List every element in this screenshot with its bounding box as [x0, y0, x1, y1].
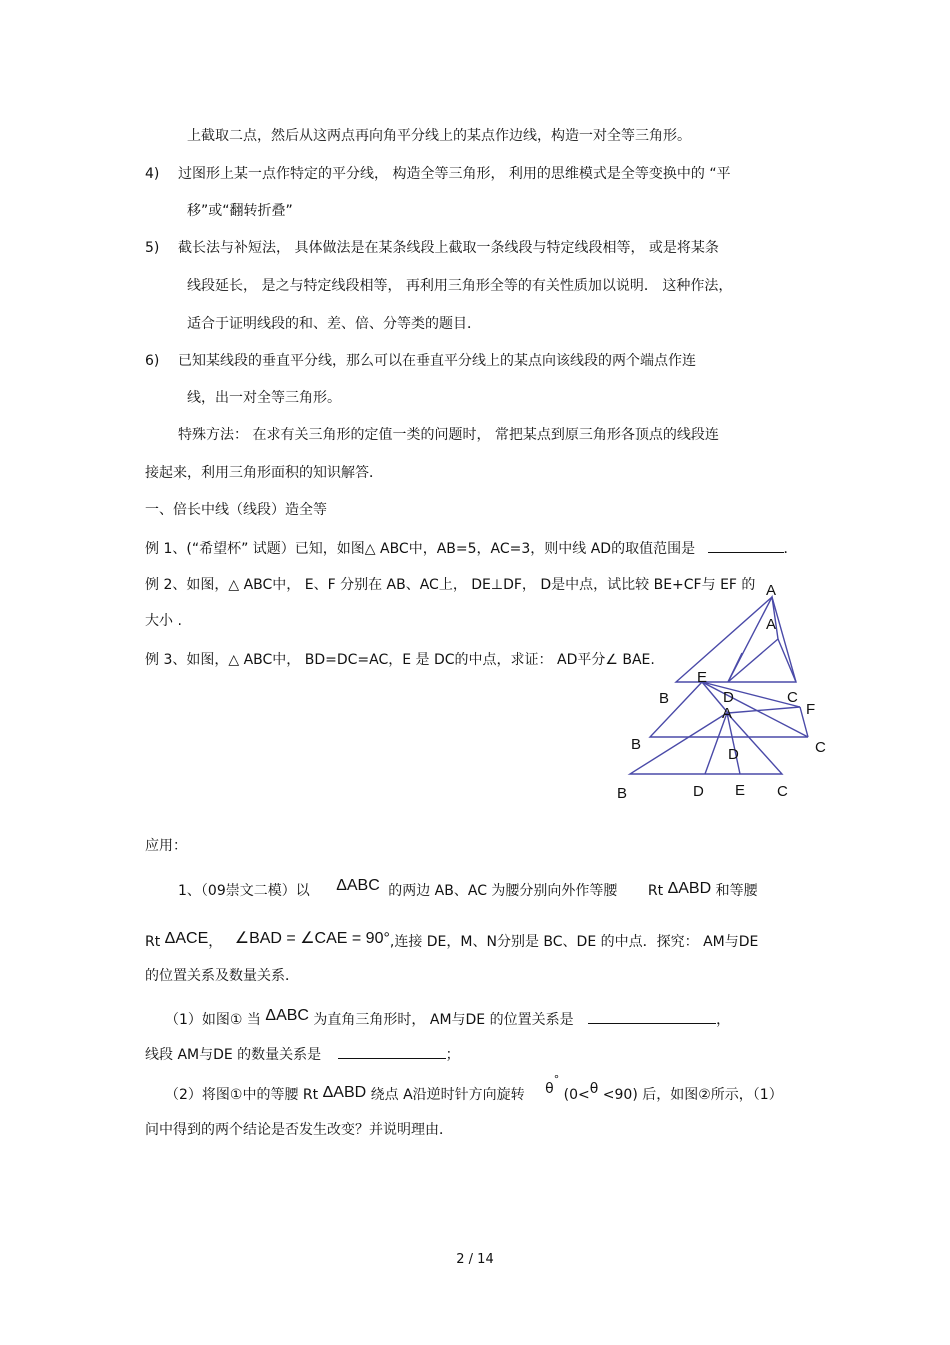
theta: θ [589, 1081, 599, 1097]
label-top-a1: A [766, 582, 777, 599]
example-3: 例 3、如图，△ ABC中， BD=DC=AC，E 是 DC的中点，求证： AD平分∠ BAE. [145, 652, 655, 668]
theta: θ [545, 1081, 554, 1097]
sub-question-2 [165, 1073, 783, 1105]
text-span: (0< [563, 1087, 590, 1103]
example-2-cont: 大小 . [145, 613, 182, 629]
text-span: （2）将图①中的等腰 Rt [165, 1087, 319, 1103]
text-span: Rt [145, 934, 161, 950]
text-line: 特殊方法： 在求有关三角形的定值一类的问题时， 常把某点到原三角形各顶点的线段连 [178, 427, 719, 443]
label-top-d: D [723, 689, 734, 706]
text-span: <90) 后，如图②所示，（1） [602, 1087, 783, 1103]
triangle-bottom [630, 713, 782, 774]
triangle-abd-symbol: ΔABD [322, 1084, 367, 1101]
text-span: 绕点 A沿逆时针方向旋转 [370, 1087, 525, 1103]
text-span: （1）如图① 当 [165, 1012, 261, 1028]
figure-lines [630, 597, 808, 774]
geometry-figure [600, 575, 840, 810]
segment-bottom-2 [727, 713, 740, 774]
segment-mid-3 [702, 682, 800, 707]
label-top-e: E [697, 669, 708, 686]
label-mid-d: D [728, 746, 739, 763]
text-span: ， [208, 934, 223, 950]
text-span: 的两边 AB、AC 为腰分别向外作等腰 [388, 883, 618, 899]
segment-top [778, 639, 796, 682]
page-number: 2 / 14 [456, 1252, 494, 1267]
label-mid-f: F [806, 701, 816, 718]
punctuation: ， [716, 1012, 731, 1028]
example-1 [145, 538, 798, 558]
answer-blank [338, 1044, 446, 1059]
punctuation: ； [445, 1047, 460, 1063]
label-top-b: B [659, 690, 670, 707]
text-span: Rt [647, 883, 664, 899]
label-bottom-b: B [617, 785, 628, 802]
list-number: 6) [145, 353, 160, 369]
text-line: 的位置关系及数量关系． [145, 968, 299, 984]
text-line: 适合于证明线段的和、差、倍、分等类的题目． [187, 316, 481, 332]
problem-1-line [178, 877, 758, 900]
segment-top-2 [728, 653, 742, 682]
sub-question-1-cont [145, 1044, 460, 1064]
segment-mid-2 [728, 707, 800, 713]
list-number: 5) [145, 240, 160, 256]
answer-blank [708, 538, 784, 553]
problem-1-line-2 [145, 930, 759, 951]
text-span: 1、（09崇文二模）以 [178, 883, 310, 899]
triangle-abc-symbol: ΔABC [265, 1007, 309, 1024]
label-bottom-e: E [735, 782, 746, 799]
text-line: 线，出一对全等三角形。 [187, 390, 341, 406]
label-bottom-c: C [777, 783, 788, 800]
application-heading: 应用： [145, 838, 187, 854]
text-line: 上截取二点，然后从这两点再向角平分线上的某点作边线，构造一对全等三角形。 [187, 128, 691, 144]
text-line: 线段延长， 是之与特定线段相等， 再利用三角形全等的有关性质加以说明． 这种作法， [187, 278, 733, 294]
text-span: ,连接 DE，M、N分别是 BC、DE 的中点．探究： AM与DE [389, 934, 759, 950]
label-top-a2: A [766, 616, 777, 633]
text-span: 线段 AM与DE 的数量关系是 [145, 1047, 322, 1063]
theta-symbol [545, 1073, 560, 1103]
list-number: 4) [145, 166, 160, 182]
triangle-ace-symbol: ΔACE [164, 930, 209, 947]
text-line: 已知某线段的垂直平分线，那么可以在垂直平分线上的某点向该线段的两个端点作连 [178, 353, 696, 369]
text-line: 接起来，利用三角形面积的知识解答． [145, 465, 383, 481]
triangle-top-inner [728, 597, 778, 682]
label-mid-b: B [631, 736, 642, 753]
example-2: 例 2、如图，△ ABC中， E、F 分别在 AB、AC上， DE⊥DF， D是中点，试比较 BE+CF与 EF 的 [145, 577, 756, 593]
text-line: 问中得到的两个结论是否发生改变？并说明理由． [145, 1122, 453, 1138]
example-1-text: 例 1、(“希望杯” 试题）已知，如图△ ABC中，AB=5，AC=3，则中线 AD的取值范围是 [145, 541, 696, 557]
label-top-c: C [787, 689, 798, 706]
text-line: 截长法与补短法， 具体做法是在某条线段上截取一条线段与特定线段相等， 或是将某条 [178, 240, 719, 256]
angle-equation: ∠BAD = ∠CAE = 90° [234, 930, 390, 947]
section-heading: 一、倍长中线（线段）造全等 [145, 502, 327, 518]
text-span: 为直角三角形时， AM与DE 的位置关系是 [313, 1012, 574, 1028]
triangle-abd-symbol: ΔABD [667, 880, 712, 897]
label-mid-c: C [815, 739, 826, 756]
punctuation: ． [783, 541, 798, 557]
triangle-abc-symbol: ΔABC [336, 877, 380, 894]
segment-bottom-1 [705, 713, 727, 774]
degree-sign: ° [553, 1073, 560, 1086]
answer-blank [588, 1009, 716, 1024]
sub-question-1 [165, 1009, 730, 1029]
label-bottom-d: D [693, 783, 704, 800]
text-span: 和等腰 [715, 883, 758, 899]
text-line: 移”或“翻转折叠” [187, 203, 293, 219]
label-mid-a: A [722, 705, 733, 722]
text-line: 过图形上某一点作特定的平分线， 构造全等三角形， 利用的思维模式是全等变换中的 “平 [178, 166, 731, 182]
